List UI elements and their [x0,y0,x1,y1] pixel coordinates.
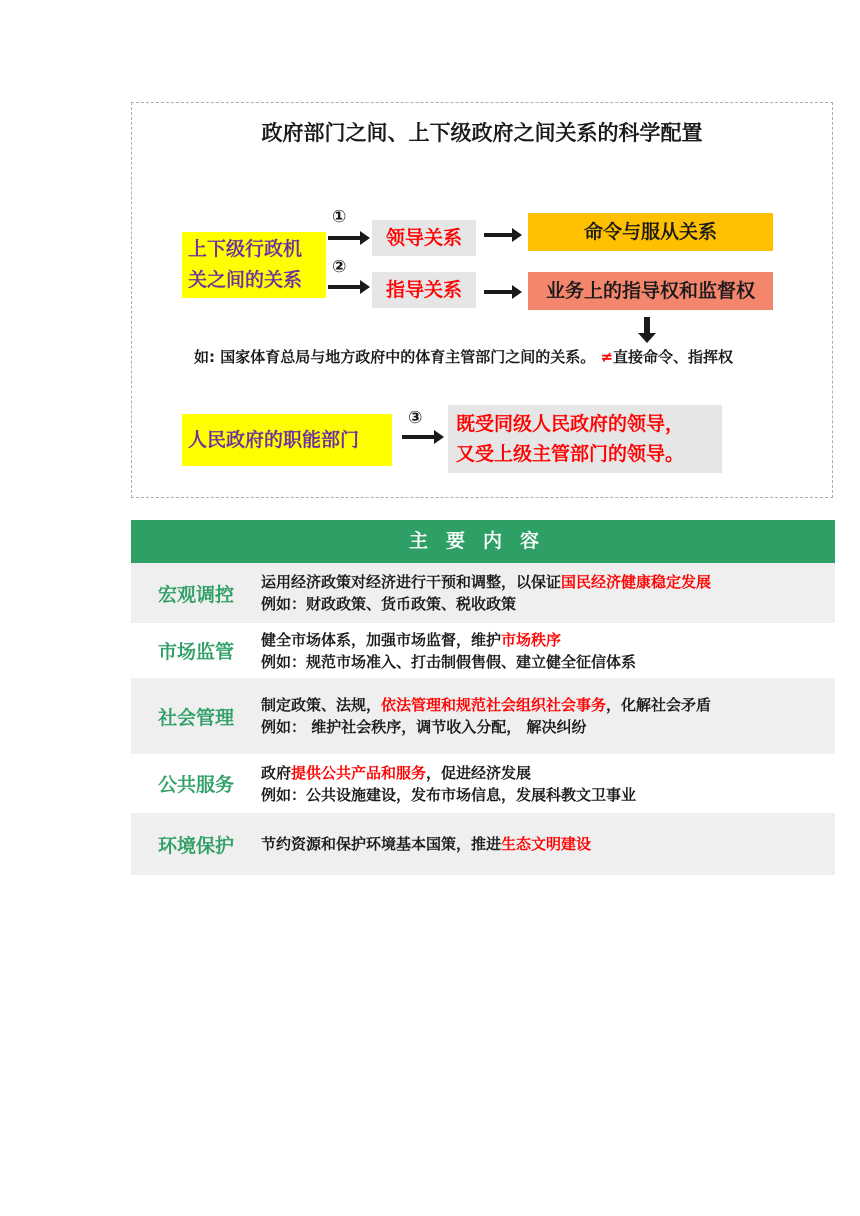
arrow-right-icon [484,290,514,294]
row-name: 宏观调控 [157,583,234,606]
arrow-right-icon [328,285,362,289]
relation-guidance: 指导关系 [372,272,476,308]
row-text: 政府 [261,763,292,782]
relation-leadership: 领导关系 [372,220,476,256]
label-functional-dept: 人民政府的职能部门 [182,414,392,466]
result-command: 命令与服从关系 [528,213,773,251]
row-text: 运用经济政策对经济进行干预和调整，以保证 [261,573,562,591]
row-name: 社会管理 [157,706,234,729]
dual-line-2: 又受上级主管部门的领导。 [456,443,685,465]
table-header: 主要内容 [131,520,835,563]
circle-number-2: ② [332,257,347,277]
diagram-title: 政府部门之间、上下级政府之间关系的科学配置 [261,121,703,145]
circle-number-3: ③ [408,408,423,428]
example-note [194,346,733,367]
row-name: 环境保护 [157,834,234,857]
row-content [261,629,636,673]
arrow-right-icon [328,236,362,240]
arrow-down-icon [644,317,650,335]
table-row [131,813,835,875]
row-highlight: 国民经济健康稳定发展 [561,573,712,591]
row-text: ，化解社会矛盾 [606,696,712,714]
arrow-right-icon [402,435,436,439]
circle-number-1: ① [332,207,347,227]
row-text: ，促进经济发展 [426,763,532,782]
row-text: 健全市场体系，加强市场监督，维护 [261,630,502,649]
functions-table [131,520,835,875]
row-content [261,833,591,855]
row-highlight: 市场秩序 [501,630,562,649]
row-example: 例如： 维护社会秩序，调节收入分配， 解决纠纷 [261,718,587,736]
row-example: 例如：规范市场准入、打击制假售假、建立健全征信体系 [261,652,637,671]
dual-line-1: 既受同级人民政府的领导， [456,413,685,435]
row-example: 例如：财政政策、货币政策、税收政策 [261,595,517,613]
row-highlight: 提供公共产品和服务 [291,763,427,782]
relationship-diagram [131,102,833,498]
arrow-right-icon [484,233,514,237]
note-text: 如: 国家体育总局与地方政府中的体育主管部门之间的关系。 [194,348,596,366]
dual-leadership-box [448,405,722,473]
row-content [261,762,636,806]
label-admin-relations: 上下级行政机关之间的关系 [182,232,326,298]
row-text: 制定政策、法规， [261,696,382,714]
row-highlight: 依法管理和规范社会组织社会事务 [381,696,607,714]
not-equal-icon: ≠ [600,348,614,366]
row-text: 节约资源和保护环境基本国策，推进 [261,835,502,853]
table-row [131,623,835,678]
row-content [261,571,711,615]
row-highlight: 生态文明建设 [501,835,592,853]
row-name: 市场监管 [157,641,234,663]
row-example: 例如：公共设施建设，发布市场信息，发展科教文卫事业 [261,785,637,804]
table-row [131,563,835,623]
row-name: 公共服务 [157,774,234,796]
result-supervision: 业务上的指导权和监督权 [528,272,773,310]
row-content [261,694,711,738]
note-suffix: 直接命令、指挥权 [613,348,734,366]
table-row [131,754,835,813]
table-row [131,678,835,754]
